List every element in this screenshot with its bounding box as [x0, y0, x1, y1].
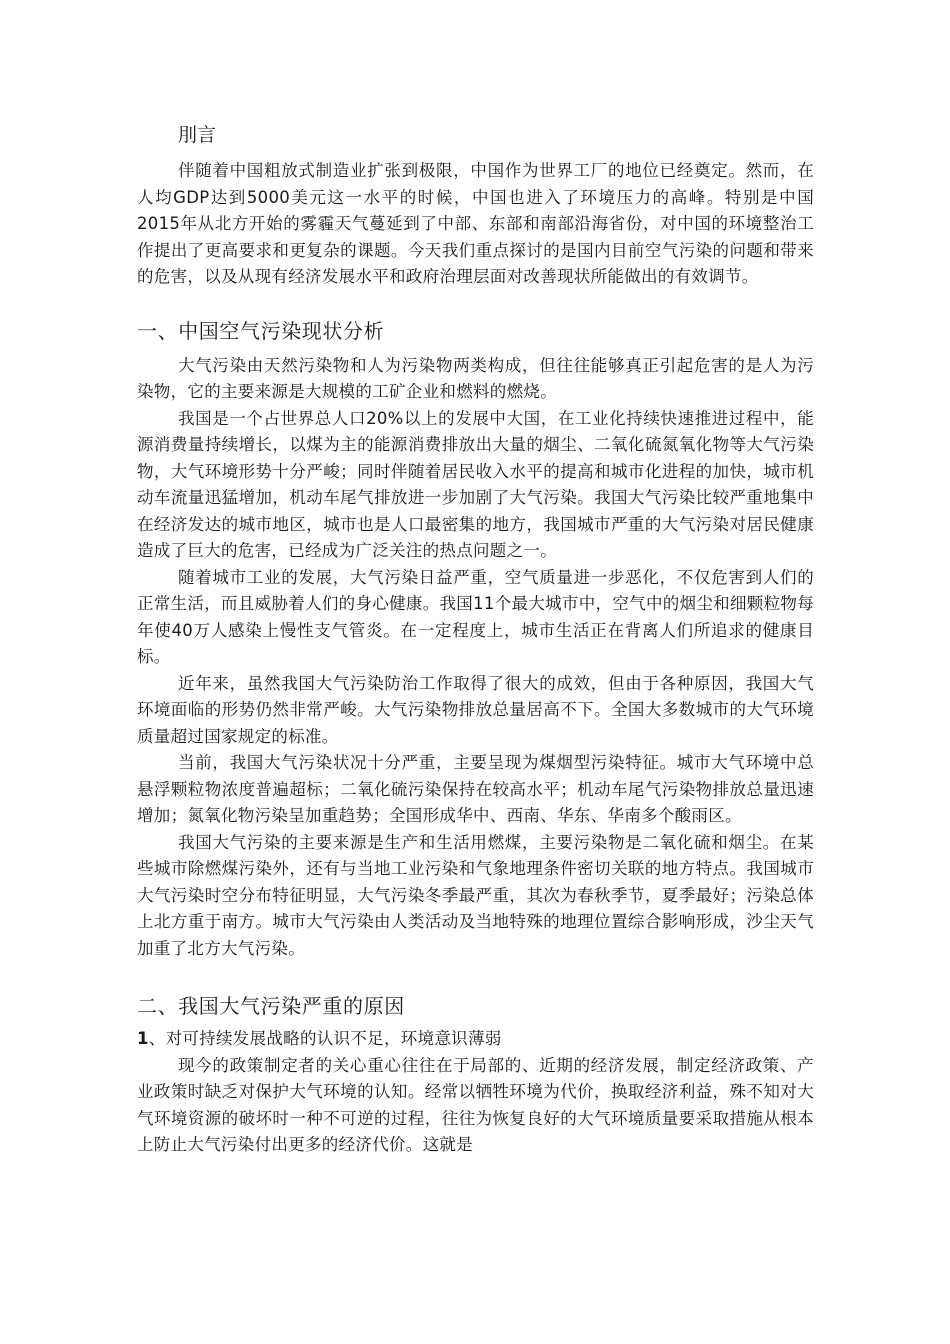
section-1-paragraph-6: 我国大气污染的主要来源是生产和生活用燃煤，主要污染物是二氧化硫和烟尘。在某些城市除燃煤污染外，还有与当地工业污染和气象地理条件密切关联的地方特点。我国城市大气污染时空分布特征明显，大气污染冬季最严重，其次为春秋季节，夏季最好；污染总体上北方重于南方。城市大气污染由人类活动及当地特殊的地理位置综合影响形成，沙尘天气加重了北方大气污染。 — [137, 832, 814, 958]
document-body — [137, 120, 814, 1159]
section-2-subheading-1 — [137, 1026, 814, 1053]
preface-title: 刖言 — [178, 124, 217, 146]
subheading-text: 、对可持续发展战略的认识不足，环境意识薄弱 — [148, 1029, 502, 1048]
section-1-paragraph-3: 随着城市工业的发展，大气污染日益严重，空气质量进一步恶化，不仅危害到人们的正常生活，而且威胁着人们的身心健康。我国11个最大城市中，空气中的烟尘和细颗粒物每年使40万人感染上慢性支气管炎。在一定程度上，城市生活正在背离人们所追求的健康目标。 — [137, 567, 814, 666]
preface-paragraph: 伴随着中国粗放式制造业扩张到极限，中国作为世界工厂的地位已经奠定。然而，在人均GDP达到5000美元这一水平的时候，中国也进入了环境压力的高峰。特别是中国2015年从北方开始的雾霾天气蔓延到了中部、东部和南部沿海省份，对中国的环境整治工作提出了更高要求和更复杂的课题。今天我们重点探讨的是国内目前空气污染的问题和带来的危害，以及从现有经济发展水平和政府治理层面对改善现状所能做出的有效调节。 — [137, 161, 814, 286]
section-1-paragraph-4: 近年来，虽然我国大气污染防治工作取得了很大的成效，但由于各种原因，我国大气环境面临的形势仍然非常严峻。大气污染物排放总量居高不下。全国大多数城市的大气环境质量超过国家规定的标准。 — [137, 673, 814, 746]
section-1-paragraph-1: 大气污染由天然污染物和人为污染物两类构成，但往往能够真正引起危害的是人为污染物，它的主要来源是大规模的工矿企业和燃料的燃烧。 — [137, 355, 814, 401]
section-1-title: 一、中国空气污染现状分析 — [137, 318, 385, 343]
section-1-paragraph-2: 我国是一个占世界总人口20%以上的发展中大国，在工业化持续快速推进过程中，能源消费量持续增长，以煤为主的能源消费排放出大量的烟尘、二氧化硫氮氧化物等大气污染物，大气环境形势十分严峻；同时伴随着居民收入水平的提高和城市化进程的加快，城市机动车流量迅猛增加，机动车尾气排放进一步加剧了大气污染。我国大气污染比较严重地集中在经济发达的城市地区，城市也是人口最密集的地方，我国城市严重的大气污染对居民健康造成了巨大的危害，已经成为广泛关注的热点问题之一。 — [137, 408, 814, 560]
section-1-paragraph-5: 当前，我国大气污染状况十分严重，主要呈现为煤烟型污染特征。城市大气环境中总悬浮颗粒物浓度普遍超标；二氧化硫污染保持在较高水平；机动车尾气污染物排放总量迅速增加；氮氧化物污染呈加重趋势；全国形成华中、西南、华东、华南多个酸雨区。 — [137, 753, 814, 825]
subheading-number: 1 — [137, 1029, 149, 1048]
section-2-paragraph-1: 现今的政策制定者的关心重心往往在于局部的、近期的经济发展，制定经济政策、产业政策时缺乏对保护大气环境的认知。经常以牺牲环境为代价，换取经济利益，殊不知对大气环境资源的破坏时一种不可逆的过程，往往为恢复良好的大气环境质量要采取措施从根本上防止大气污染付出更多的经济代价。这就是 — [137, 1055, 814, 1154]
section-2-title: 二、我国大气污染严重的原因 — [137, 994, 405, 1018]
